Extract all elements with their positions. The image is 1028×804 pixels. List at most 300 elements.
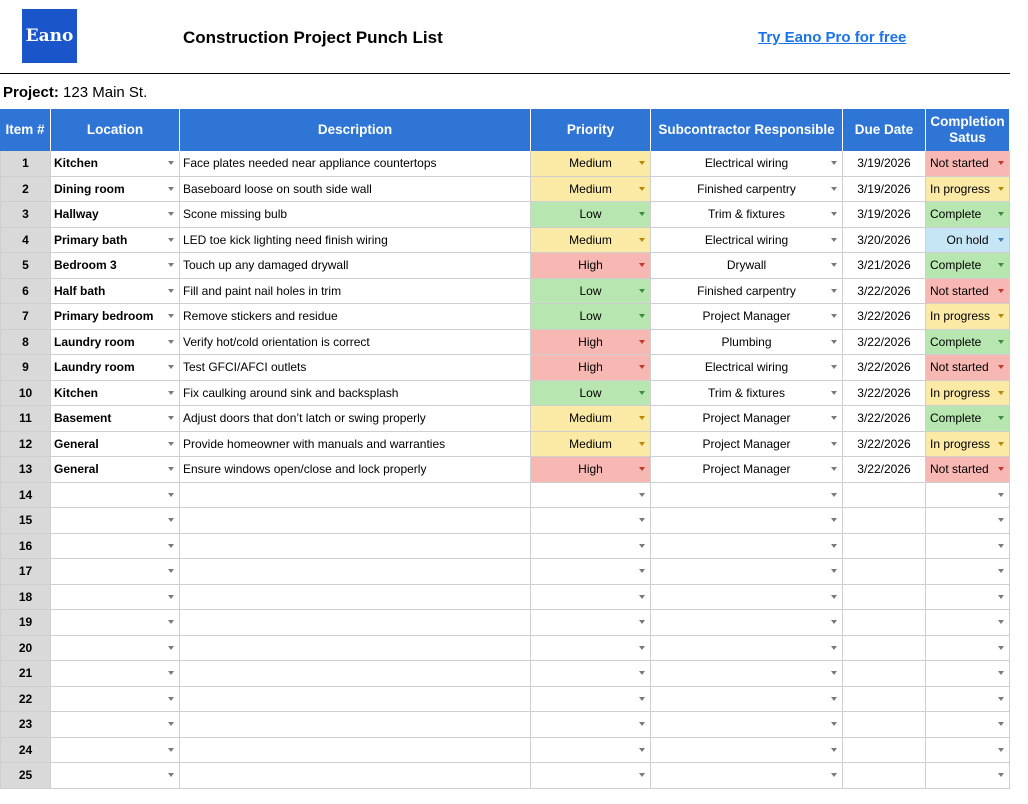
status-value: In progress — [930, 385, 991, 400]
description-cell[interactable] — [180, 228, 531, 253]
subcontractor-cell[interactable] — [651, 202, 843, 227]
status-cell[interactable] — [926, 636, 1010, 661]
due-date-cell[interactable] — [843, 508, 926, 533]
chevron-down-icon[interactable] — [168, 391, 174, 395]
chevron-down-icon[interactable] — [998, 365, 1004, 369]
chevron-down-icon[interactable] — [639, 671, 645, 675]
subcontractor-value: Plumbing — [721, 334, 772, 349]
subcontractor-cell[interactable] — [651, 151, 843, 176]
chevron-down-icon[interactable] — [998, 671, 1004, 675]
location-cell[interactable] — [51, 457, 180, 482]
chevron-down-icon[interactable] — [639, 416, 645, 420]
due-date-value: 3/22/2026 — [857, 462, 911, 477]
status-cell[interactable] — [926, 151, 1010, 176]
chevron-down-icon[interactable] — [639, 493, 645, 497]
table-row — [0, 610, 1010, 636]
chevron-down-icon[interactable] — [168, 442, 174, 446]
location-cell[interactable] — [51, 432, 180, 457]
location-value: Half bath — [54, 283, 106, 298]
status-cell[interactable] — [926, 202, 1010, 227]
chevron-down-icon[interactable] — [168, 187, 174, 191]
location-cell[interactable] — [51, 406, 180, 431]
status-cell[interactable] — [926, 406, 1010, 431]
due-date-cell[interactable] — [843, 687, 926, 712]
due-date-cell[interactable] — [843, 432, 926, 457]
location-cell[interactable] — [51, 763, 180, 788]
chevron-down-icon[interactable] — [998, 442, 1004, 446]
chevron-down-icon[interactable] — [831, 238, 837, 242]
priority-value: High — [578, 462, 603, 477]
status-cell[interactable] — [926, 763, 1010, 788]
location-cell[interactable] — [51, 151, 180, 176]
chevron-down-icon[interactable] — [998, 391, 1004, 395]
location-cell[interactable] — [51, 202, 180, 227]
description-cell[interactable] — [180, 483, 531, 508]
subcontractor-cell[interactable] — [651, 687, 843, 712]
priority-cell[interactable] — [531, 406, 651, 431]
status-value: In progress — [930, 436, 991, 451]
priority-cell[interactable] — [531, 279, 651, 304]
priority-cell[interactable] — [531, 457, 651, 482]
due-date-cell[interactable] — [843, 330, 926, 355]
subcontractor-cell[interactable] — [651, 457, 843, 482]
priority-cell[interactable] — [531, 202, 651, 227]
due-date-cell[interactable] — [843, 661, 926, 686]
chevron-down-icon[interactable] — [639, 595, 645, 599]
priority-cell[interactable] — [531, 304, 651, 329]
status-cell[interactable] — [926, 432, 1010, 457]
due-date-cell[interactable] — [843, 559, 926, 584]
status-value: In progress — [930, 181, 991, 196]
location-cell[interactable] — [51, 483, 180, 508]
priority-value: Medium — [569, 156, 612, 171]
table-row — [0, 483, 1010, 509]
chevron-down-icon[interactable] — [639, 722, 645, 726]
subcontractor-cell[interactable] — [651, 355, 843, 380]
priority-cell[interactable] — [531, 432, 651, 457]
chevron-down-icon[interactable] — [998, 187, 1004, 191]
chevron-down-icon[interactable] — [639, 314, 645, 318]
subcontractor-cell[interactable] — [651, 253, 843, 278]
chevron-down-icon[interactable] — [998, 263, 1004, 267]
chevron-down-icon[interactable] — [168, 161, 174, 165]
chevron-down-icon[interactable] — [168, 263, 174, 267]
table-row — [0, 432, 1010, 458]
chevron-down-icon[interactable] — [639, 238, 645, 242]
status-cell[interactable] — [926, 381, 1010, 406]
description-cell[interactable] — [180, 381, 531, 406]
subcontractor-value: Project Manager — [702, 462, 791, 477]
item-number: 7 — [0, 304, 51, 329]
description-cell[interactable] — [180, 508, 531, 533]
subcontractor-cell[interactable] — [651, 712, 843, 737]
due-date-cell[interactable] — [843, 355, 926, 380]
chevron-down-icon[interactable] — [168, 748, 174, 752]
chevron-down-icon[interactable] — [998, 518, 1004, 522]
description-cell[interactable] — [180, 432, 531, 457]
chevron-down-icon[interactable] — [831, 365, 837, 369]
description-cell[interactable] — [180, 151, 531, 176]
chevron-down-icon[interactable] — [998, 722, 1004, 726]
status-cell[interactable] — [926, 457, 1010, 482]
due-date-cell[interactable] — [843, 534, 926, 559]
due-date-cell[interactable] — [843, 151, 926, 176]
priority-cell[interactable] — [531, 381, 651, 406]
subcontractor-cell[interactable] — [651, 177, 843, 202]
description-cell[interactable] — [180, 457, 531, 482]
subcontractor-cell[interactable] — [651, 636, 843, 661]
description-value: Fill and paint nail holes in trim — [183, 283, 342, 298]
due-date-cell[interactable] — [843, 610, 926, 635]
chevron-down-icon[interactable] — [831, 493, 837, 497]
chevron-down-icon[interactable] — [998, 314, 1004, 318]
item-number: 24 — [0, 738, 51, 763]
chevron-down-icon[interactable] — [998, 238, 1004, 242]
status-cell[interactable] — [926, 585, 1010, 610]
chevron-down-icon[interactable] — [831, 161, 837, 165]
description-cell[interactable] — [180, 304, 531, 329]
description-cell[interactable] — [180, 330, 531, 355]
description-cell[interactable] — [180, 738, 531, 763]
status-cell[interactable] — [926, 483, 1010, 508]
chevron-down-icon[interactable] — [998, 340, 1004, 344]
chevron-down-icon[interactable] — [998, 569, 1004, 573]
description-cell[interactable] — [180, 585, 531, 610]
status-cell[interactable] — [926, 355, 1010, 380]
chevron-down-icon[interactable] — [831, 620, 837, 624]
item-number: 14 — [0, 483, 51, 508]
subcontractor-cell[interactable] — [651, 432, 843, 457]
chevron-down-icon[interactable] — [639, 289, 645, 293]
chevron-down-icon[interactable] — [831, 467, 837, 471]
chevron-down-icon[interactable] — [168, 238, 174, 242]
priority-cell[interactable] — [531, 151, 651, 176]
due-date-cell[interactable] — [843, 738, 926, 763]
priority-cell[interactable] — [531, 763, 651, 788]
due-date-cell[interactable] — [843, 228, 926, 253]
chevron-down-icon[interactable] — [998, 212, 1004, 216]
priority-cell[interactable] — [531, 636, 651, 661]
chevron-down-icon[interactable] — [639, 212, 645, 216]
description-cell[interactable] — [180, 177, 531, 202]
chevron-down-icon[interactable] — [168, 467, 174, 471]
item-number: 1 — [0, 151, 51, 176]
chevron-down-icon[interactable] — [639, 569, 645, 573]
chevron-down-icon[interactable] — [831, 569, 837, 573]
priority-cell[interactable] — [531, 687, 651, 712]
subcontractor-cell[interactable] — [651, 279, 843, 304]
status-cell[interactable] — [926, 687, 1010, 712]
priority-cell[interactable] — [531, 253, 651, 278]
due-date-cell[interactable] — [843, 457, 926, 482]
chevron-down-icon[interactable] — [998, 620, 1004, 624]
priority-cell[interactable] — [531, 483, 651, 508]
subcontractor-cell[interactable] — [651, 534, 843, 559]
status-cell[interactable] — [926, 712, 1010, 737]
chevron-down-icon[interactable] — [831, 595, 837, 599]
location-cell[interactable] — [51, 228, 180, 253]
location-cell[interactable] — [51, 610, 180, 635]
location-cell[interactable] — [51, 712, 180, 737]
location-cell[interactable] — [51, 330, 180, 355]
location-cell[interactable] — [51, 687, 180, 712]
priority-cell[interactable] — [531, 177, 651, 202]
chevron-down-icon[interactable] — [831, 314, 837, 318]
subcontractor-cell[interactable] — [651, 304, 843, 329]
column-header-item: Item # — [0, 109, 51, 151]
try-pro-link[interactable]: Try Eano Pro for free — [758, 29, 907, 46]
chevron-down-icon[interactable] — [168, 620, 174, 624]
description-cell[interactable] — [180, 636, 531, 661]
chevron-down-icon[interactable] — [831, 773, 837, 777]
chevron-down-icon[interactable] — [168, 569, 174, 573]
location-cell[interactable] — [51, 253, 180, 278]
chevron-down-icon[interactable] — [639, 646, 645, 650]
chevron-down-icon[interactable] — [998, 467, 1004, 471]
chevron-down-icon[interactable] — [639, 773, 645, 777]
chevron-down-icon[interactable] — [168, 365, 174, 369]
chevron-down-icon[interactable] — [168, 595, 174, 599]
chevron-down-icon[interactable] — [998, 748, 1004, 752]
chevron-down-icon[interactable] — [831, 442, 837, 446]
description-cell[interactable] — [180, 279, 531, 304]
chevron-down-icon[interactable] — [998, 416, 1004, 420]
subcontractor-value: Electrical wiring — [704, 232, 789, 247]
priority-cell[interactable] — [531, 585, 651, 610]
location-cell[interactable] — [51, 177, 180, 202]
status-cell[interactable] — [926, 304, 1010, 329]
priority-cell[interactable] — [531, 712, 651, 737]
status-value: Not started — [930, 283, 989, 298]
location-value: Laundry room — [54, 360, 135, 375]
item-number: 25 — [0, 763, 51, 788]
due-date-cell[interactable] — [843, 202, 926, 227]
due-date-cell[interactable] — [843, 304, 926, 329]
description-cell[interactable] — [180, 661, 531, 686]
location-cell[interactable] — [51, 585, 180, 610]
status-cell[interactable] — [926, 253, 1010, 278]
chevron-down-icon[interactable] — [998, 697, 1004, 701]
priority-cell[interactable] — [531, 355, 651, 380]
description-cell[interactable] — [180, 202, 531, 227]
chevron-down-icon[interactable] — [831, 518, 837, 522]
chevron-down-icon[interactable] — [639, 263, 645, 267]
chevron-down-icon[interactable] — [998, 595, 1004, 599]
description-value: Face plates needed near appliance countertops — [183, 156, 437, 171]
description-cell[interactable] — [180, 687, 531, 712]
chevron-down-icon[interactable] — [168, 544, 174, 548]
table-row — [0, 687, 1010, 713]
item-number: 22 — [0, 687, 51, 712]
chevron-down-icon[interactable] — [639, 620, 645, 624]
chevron-down-icon[interactable] — [168, 697, 174, 701]
subcontractor-cell[interactable] — [651, 738, 843, 763]
priority-cell[interactable] — [531, 559, 651, 584]
location-cell[interactable] — [51, 559, 180, 584]
subcontractor-cell[interactable] — [651, 483, 843, 508]
status-cell[interactable] — [926, 534, 1010, 559]
chevron-down-icon[interactable] — [168, 773, 174, 777]
item-number: 3 — [0, 202, 51, 227]
chevron-down-icon[interactable] — [831, 212, 837, 216]
chevron-down-icon[interactable] — [998, 161, 1004, 165]
location-value: Primary bath — [54, 232, 128, 247]
chevron-down-icon[interactable] — [998, 493, 1004, 497]
chevron-down-icon[interactable] — [639, 467, 645, 471]
priority-cell[interactable] — [531, 330, 651, 355]
status-cell[interactable] — [926, 610, 1010, 635]
chevron-down-icon[interactable] — [639, 187, 645, 191]
chevron-down-icon[interactable] — [831, 722, 837, 726]
priority-cell[interactable] — [531, 228, 651, 253]
description-cell[interactable] — [180, 355, 531, 380]
status-cell[interactable] — [926, 738, 1010, 763]
description-cell[interactable] — [180, 610, 531, 635]
chevron-down-icon[interactable] — [639, 365, 645, 369]
status-cell[interactable] — [926, 228, 1010, 253]
item-number: 19 — [0, 610, 51, 635]
table-row — [0, 406, 1010, 432]
priority-cell[interactable] — [531, 508, 651, 533]
chevron-down-icon[interactable] — [831, 263, 837, 267]
priority-cell[interactable] — [531, 534, 651, 559]
due-date-value: 3/19/2026 — [857, 207, 911, 222]
status-value: Not started — [930, 462, 989, 477]
priority-value: Low — [579, 309, 602, 324]
description-value: Ensure windows open/close and lock properly — [183, 462, 427, 477]
chevron-down-icon[interactable] — [639, 518, 645, 522]
location-cell[interactable] — [51, 381, 180, 406]
subcontractor-cell[interactable] — [651, 585, 843, 610]
chevron-down-icon[interactable] — [831, 697, 837, 701]
chevron-down-icon[interactable] — [998, 544, 1004, 548]
description-cell[interactable] — [180, 534, 531, 559]
subcontractor-cell[interactable] — [651, 330, 843, 355]
chevron-down-icon[interactable] — [639, 340, 645, 344]
due-date-cell[interactable] — [843, 253, 926, 278]
chevron-down-icon[interactable] — [168, 314, 174, 318]
location-cell[interactable] — [51, 508, 180, 533]
chevron-down-icon[interactable] — [168, 722, 174, 726]
subcontractor-cell[interactable] — [651, 661, 843, 686]
table-body — [0, 151, 1010, 789]
chevron-down-icon[interactable] — [168, 646, 174, 650]
priority-cell[interactable] — [531, 661, 651, 686]
chevron-down-icon[interactable] — [831, 289, 837, 293]
chevron-down-icon[interactable] — [168, 289, 174, 293]
status-cell[interactable] — [926, 559, 1010, 584]
due-date-cell[interactable] — [843, 381, 926, 406]
chevron-down-icon[interactable] — [639, 697, 645, 701]
subcontractor-cell[interactable] — [651, 559, 843, 584]
status-cell[interactable] — [926, 330, 1010, 355]
item-number: 16 — [0, 534, 51, 559]
chevron-down-icon[interactable] — [831, 187, 837, 191]
subcontractor-cell[interactable] — [651, 381, 843, 406]
due-date-cell[interactable] — [843, 763, 926, 788]
item-number: 5 — [0, 253, 51, 278]
priority-cell[interactable] — [531, 738, 651, 763]
chevron-down-icon[interactable] — [831, 340, 837, 344]
due-date-value: 3/22/2026 — [857, 283, 911, 298]
chevron-down-icon[interactable] — [639, 161, 645, 165]
description-cell[interactable] — [180, 253, 531, 278]
status-cell[interactable] — [926, 279, 1010, 304]
chevron-down-icon[interactable] — [168, 493, 174, 497]
chevron-down-icon[interactable] — [168, 518, 174, 522]
status-cell[interactable] — [926, 661, 1010, 686]
due-date-value: 3/22/2026 — [857, 385, 911, 400]
chevron-down-icon[interactable] — [168, 340, 174, 344]
due-date-cell[interactable] — [843, 712, 926, 737]
due-date-cell[interactable] — [843, 279, 926, 304]
chevron-down-icon[interactable] — [998, 289, 1004, 293]
table-header — [0, 109, 1010, 151]
priority-value: Medium — [569, 436, 612, 451]
chevron-down-icon[interactable] — [831, 646, 837, 650]
chevron-down-icon[interactable] — [639, 544, 645, 548]
status-cell[interactable] — [926, 508, 1010, 533]
table-row — [0, 304, 1010, 330]
due-date-cell[interactable] — [843, 585, 926, 610]
location-cell[interactable] — [51, 738, 180, 763]
subcontractor-cell[interactable] — [651, 508, 843, 533]
description-value: Verify hot/cold orientation is correct — [183, 334, 370, 349]
chevron-down-icon[interactable] — [831, 391, 837, 395]
chevron-down-icon[interactable] — [168, 212, 174, 216]
description-cell[interactable] — [180, 763, 531, 788]
chevron-down-icon[interactable] — [168, 671, 174, 675]
description-cell[interactable] — [180, 559, 531, 584]
chevron-down-icon[interactable] — [168, 416, 174, 420]
subcontractor-value: Project Manager — [702, 436, 791, 451]
chevron-down-icon[interactable] — [639, 391, 645, 395]
chevron-down-icon[interactable] — [998, 773, 1004, 777]
item-number: 11 — [0, 406, 51, 431]
item-number: 15 — [0, 508, 51, 533]
chevron-down-icon[interactable] — [639, 442, 645, 446]
due-date-cell[interactable] — [843, 636, 926, 661]
location-cell[interactable] — [51, 304, 180, 329]
chevron-down-icon[interactable] — [639, 748, 645, 752]
location-cell[interactable] — [51, 636, 180, 661]
location-cell[interactable] — [51, 279, 180, 304]
due-date-value: 3/22/2026 — [857, 334, 911, 349]
due-date-cell[interactable] — [843, 406, 926, 431]
due-date-value: 3/19/2026 — [857, 156, 911, 171]
description-cell[interactable] — [180, 406, 531, 431]
subcontractor-cell[interactable] — [651, 406, 843, 431]
location-cell[interactable] — [51, 355, 180, 380]
subcontractor-cell[interactable] — [651, 610, 843, 635]
subcontractor-cell[interactable] — [651, 228, 843, 253]
due-date-cell[interactable] — [843, 177, 926, 202]
priority-cell[interactable] — [531, 610, 651, 635]
status-cell[interactable] — [926, 177, 1010, 202]
chevron-down-icon[interactable] — [998, 646, 1004, 650]
table-row — [0, 228, 1010, 254]
chevron-down-icon[interactable] — [831, 416, 837, 420]
due-date-cell[interactable] — [843, 483, 926, 508]
location-cell[interactable] — [51, 661, 180, 686]
subcontractor-cell[interactable] — [651, 763, 843, 788]
chevron-down-icon[interactable] — [831, 671, 837, 675]
chevron-down-icon[interactable] — [831, 544, 837, 548]
location-cell[interactable] — [51, 534, 180, 559]
chevron-down-icon[interactable] — [831, 748, 837, 752]
item-number: 21 — [0, 661, 51, 686]
description-cell[interactable] — [180, 712, 531, 737]
